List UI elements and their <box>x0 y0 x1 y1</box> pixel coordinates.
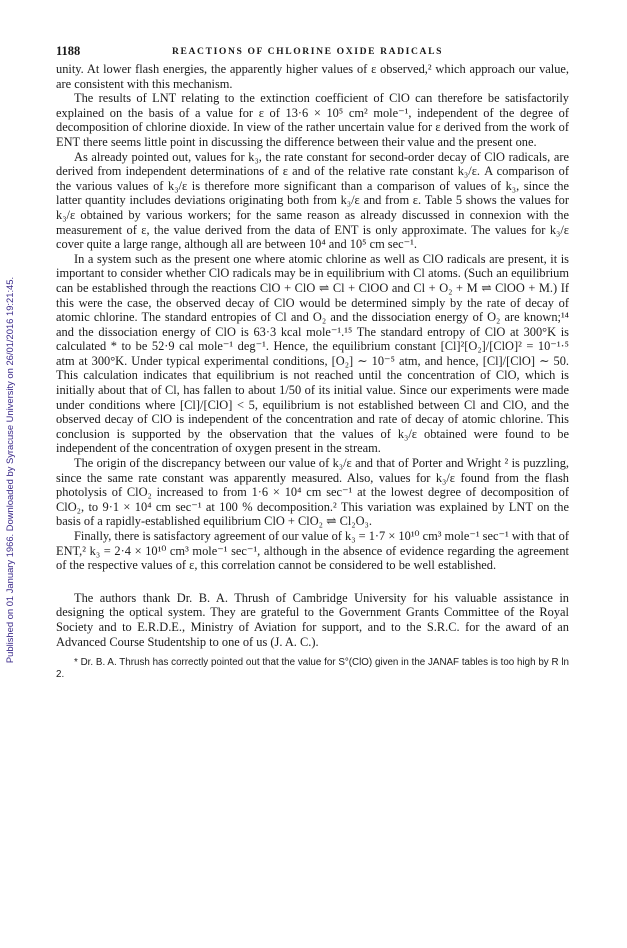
download-notice-text: Published on 01 January 1966. Downloaded by Syracuse University on 26/01/2016 19:21:45. <box>4 276 15 664</box>
running-title: REACTIONS OF CHLORINE OXIDE RADICALS <box>172 46 444 57</box>
paragraph-continuation: unity. At lower flash energies, the apparently higher values of ε observed,² which approach our value, are consistent with this mechanism. <box>56 62 569 91</box>
article-body <box>56 62 569 681</box>
paragraph-discrepancy: The origin of the discrepancy between our value of k₃/ε and that of Porter and Wright ² is puzzling, since the same rate constant was apparently measured. Also, values for k₃/ε found from the flash photolysis of ClO₂ increased to from 1·6 × 10⁴ cm sec⁻¹ at the lowest degree of decomposition of ClO₂, to 9·1 × 10⁴ cm sec⁻¹ at 100 % decomposition.² This variation was explained by LNT on the basis of a rapidly-established equilibrium ClO + ClO₂ ⇌ Cl₂O₃. <box>56 456 569 529</box>
paragraph-rate-constant: As already pointed out, values for k₃, the rate constant for second-order decay of ClO radicals, are derived from independent determinations of ε and of the relative rate constant k₃/ε. A comparison of the various values of k₃/ε is therefore more significant than a comparison of values of k₃, since the latter quantity includes deviations originating both from k₃/ε and from ε. Table 5 shows the values for k₃/ε obtained by various workers; for the same reason as already discussed in connexion with the measurement of ε, the value derived from the data of ENT is only approximate. The values for k₃/ε cover quite a large range, although all are between 10⁴ and 10⁵ cm sec⁻¹. <box>56 149 569 252</box>
paragraph-equilibrium: In a system such as the present one where atomic chlorine as well as ClO radicals are present, it is important to consider whether ClO radicals may be in equilibrium with Cl atoms. (Such an equilibrium can be established through the reactions ClO + ClO ⇌ Cl + ClOO and Cl + O₂ + M ⇌ ClOO + M.) If this were the case, the observed decay of ClO would be determined simply by the rate of decay of atomic chlorine. The standard entropies of Cl and O₂ and the dissociation energy of O₂ are known;¹⁴ and the dissociation energy of ClO is 63·3 kcal mole⁻¹.¹⁵ The standard entropy of ClO at 300°K is calculated * to be 52·9 cal mole⁻¹ deg⁻¹. Hence, the equilibrium constant [Cl]²[O₂]/[ClO]² = 10⁻¹·⁵ atm at 300°K. Under typical experimental conditions, [O₂] ∼ 10⁻⁵ atm, and hence, [Cl]/[ClO] ∼ 50. This calculation indicates that equilibrium is not reached until the concentration of ClO, which is initially about that of Cl, has fallen to about 1/50 of its initial value. Since our experiments were made under conditions where [Cl]/[ClO] < 5, equilibrium is not established between Cl and ClO, and the observed decay of ClO is independent of the concentration and rate of decay of atomic chlorine. This conclusion is supported by the observation that the values of k₃/ε obtained were found to be independent of the concentration of oxygen present in the stream. <box>56 251 569 456</box>
acknowledgement: The authors thank Dr. B. A. Thrush of Cambridge University for his valuable assistance in designing the optical system. They are grateful to the Government Grants Committee of the Royal Society and to E.R.D.E., Ministry of Aviation for support, and to the S.R.C. for the award of an Advanced Course Studentship to one of us (J. A. C.). <box>56 590 569 649</box>
page-header <box>56 44 568 60</box>
paragraph-conclusion: Finally, there is satisfactory agreement of our value of k₃ = 1·7 × 10¹⁰ cm³ mole⁻¹ sec⁻¹ with that of ENT,² k₃ = 2·4 × 10¹⁰ cm³ mole⁻¹ sec⁻¹, although in the absence of evidence regarding the agreement of the respective values of ε, this correlation cannot be considered to be well established. <box>56 529 569 573</box>
page-number: 1188 <box>56 44 81 58</box>
paragraph-extinction: The results of LNT relating to the extinction coefficient of ClO can therefore be satisfactorily explained on the basis of a value for ε of 13·6 × 10⁵ cm² mole⁻¹, independent of the degree of decomposition of chlorine dioxide. In view of the rather uncertain value for ε derived from the work of ENT there seems little point in discussing the difference between their value and the present one. <box>56 91 569 149</box>
download-notice <box>4 150 18 790</box>
footnote: * Dr. B. A. Thrush has correctly pointed out that the value for S°(ClO) given in the JANAF tables is too high by R ln 2. <box>56 657 569 681</box>
